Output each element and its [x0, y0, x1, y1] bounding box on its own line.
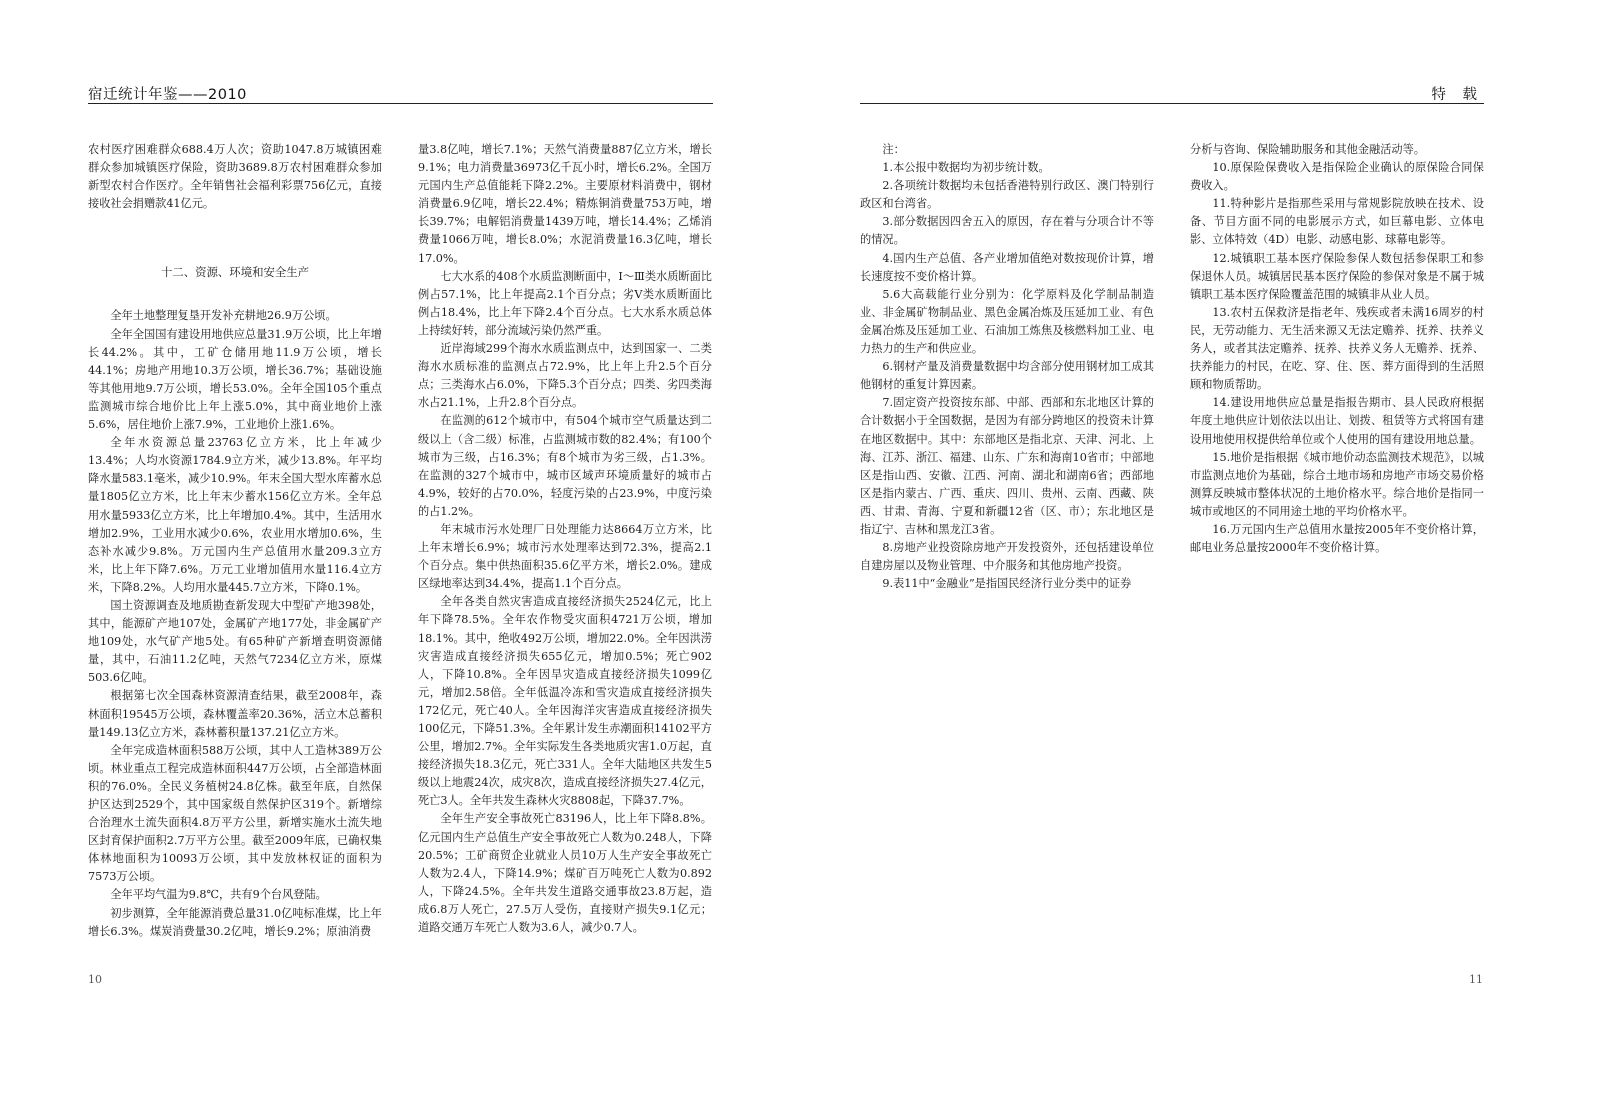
paragraph: 国土资源调查及地质勘查新发现大中型矿产地398处，其中，能源矿产地107处，金属矿产地177处，非金属矿产地109处，水气矿产地5处。有65种矿产新增查明资源储量，其中，石油11.2亿吨，天然气7234亿立方米，原煤503.6亿吨。 — [88, 598, 382, 685]
paragraph: 全年平均气温为9.8℃，共有9个台风登陆。 — [110, 888, 327, 902]
paragraph: 根据第七次全国森林资源清查结果，截至2008年，森林面积19545万公顷，森林覆盖率20.36%，活立木总蓄积量149.13亿立方米，森林蓄积量137.21亿立方米。 — [88, 689, 382, 739]
paragraph: 全年生产安全事故死亡83196人，比上年下降8.8%。亿元国内生产总值生产安全事故死亡人数为0.248人，下降20.5%；工矿商贸企业就业人员10万人生产安全事故死亡人数为2.4人，下降14.9%；煤矿百万吨死亡人数为0.892人，下降24.5%。全年共发生道路交通事故23.8万起，造成6.8万人死亡，27.5万人受伤，直接财产损失9.1亿元；道路交通万车死亡人数为3.6人，减少0.7人。 — [418, 812, 712, 935]
page-number-right: 11 — [1469, 973, 1483, 986]
note-item: 6.钢材产量及消费量数据中均含部分使用钢材加工成其他钢材的重复计算因素。 — [860, 360, 1154, 392]
note-item: 15.地价是指根据《城市地价动态监测技术规范》，以城市监测点地价为基础，综合土地市场和房地产市场交易价格测算反映城市整体状况的土地价格水平。综合地价是指同一城市或地区的不同用途土地的平均价格水平。 — [1190, 450, 1484, 518]
paragraph: 量3.8亿吨，增长7.1%；天然气消费量887亿立方米，增长9.1%；电力消费量36973亿千瓦小时，增长6.2%。全国万元国内生产总值能耗下降2.2%。主要原材料消费中，钢材消费量6.9亿吨，增长22.4%；精炼铜消费量753万吨，增长39.7%；电解铝消费量1439万吨，增长14.4%；乙烯消费量1066万吨，增长8.0%；水泥消费量16.3亿吨，增长17.0%。 — [418, 143, 712, 265]
right-page — [804, 0, 1609, 1099]
note-item: 9.表11中“金融业”是指国民经济行业分类中的证券 — [882, 577, 1132, 591]
paragraph: 全年各类自然灾害造成直接经济损失2524亿元，比上年下降78.5%。全年农作物受灾面积4721万公顷，增加18.1%。其中，绝收492万公顷，增加22.0%。全年因洪涝灾害造成直接经济损失655亿元，增加0.5%；死亡902人，下降10.8%。全年因旱灾造成直接经济损失1099亿元，增加2.58倍。全年低温冷冻和雪灾造成直接经济损失172亿元，死亡40人。全年因海洋灾害造成直接经济损失100亿元，下降51.3%。全年累计发生赤潮面积14102平方公里，增加2.7%。全年实际发生各类地质灾害1.0万起，直接经济损失18.3亿元，死亡331人。全年大陆地区共发生5级以上地震24次，成灾8次，造成直接经济损失27.4亿元，死亡3人。全年共发生森林火灾8808起，下降37.7%。 — [418, 595, 712, 808]
note-item: 2.各项统计数据均未包括香港特别行政区、澳门特别行政区和台湾省。 — [860, 179, 1154, 211]
note-label: 注： — [882, 143, 905, 156]
running-header-left: 宿迁统计年鉴——2010 — [88, 87, 247, 103]
note-item: 4.国内生产总值、各产业增加值绝对数按现价计算，增长速度按不变价格计算。 — [860, 251, 1154, 283]
note-item: 8.房地产业投资除房地产开发投资外，还包括建设单位自建房屋以及物业管理、中介服务和其他房地产投资。 — [860, 541, 1154, 573]
note-item: 10.原保险保费收入是指保险企业确认的原保险合同保费收入。 — [1190, 161, 1484, 193]
note-item: 13.农村五保救济是指老年、残疾或者未满16周岁的村民，无劳动能力、无生活来源又无法定赡养、抚养、扶养义务人，或者其法定赡养、抚养、扶养义务人无赡养、抚养、扶养能力的村民，在吃、穿、住、医、葬方面得到的生活照顾和物质帮助。 — [1190, 305, 1484, 392]
paragraph: 农村医疗困难群众688.4万人次；资助1047.8万城镇困难群众参加城镇医疗保险，资助3689.8万农村困难群众参加新型农村合作医疗。全年销售社会福利彩票756亿元，直接接收社会捐赠款41亿元。 — [88, 143, 382, 211]
note-item: 12.城镇职工基本医疗保险参保人数包括参保职工和参保退休人员。城镇居民基本医疗保险的参保对象是不属于城镇职工基本医疗保险覆盖范围的城镇非从业人员。 — [1190, 251, 1484, 301]
paragraph: 全年水资源总量23763亿立方米，比上年减少13.4%；人均水资源1784.9立方米，减少13.8%。年平均降水量583.1毫米，减少10.9%。年末全国大型水库蓄水总量1805亿立方米，比上年末少蓄水156亿立方米。全年总用水量5933亿立方米，比上年增加0.4%。其中，生活用水增加2.9%，工业用水减少0.6%，农业用水增加0.6%，生态补水减少9.8%。万元国内生产总值用水量209.3立方米，比上年下降7.6%。万元工业增加值用水量116.4立方米，下降8.2%。人均用水量445.7立方米，下降0.1%。 — [88, 436, 382, 594]
paragraph: 年末城市污水处理厂日处理能力达8664万立方米，比上年末增长6.9%；城市污水处理率达到72.3%，提高2.1个百分点。集中供热面积35.6亿平方米，增长2.0%。建成区绿地率达到34.4%，提高1.1个百分点。 — [418, 522, 712, 591]
paragraph: 初步测算，全年能源消费总量31.0亿吨标准煤，比上年增长6.3%。煤炭消费量30.2亿吨，增长9.2%；原油消费 — [88, 906, 382, 938]
text-column-2 — [418, 141, 712, 961]
page-number-left: 10 — [88, 973, 102, 986]
paragraph: 全年完成造林面积588万公顷，其中人工造林389万公顷。林业重点工程完成造林面积447万公顷，占全部造林面积的76.0%。全民义务植树24.8亿株。截至年底，自然保护区达到2529个，其中国家级自然保护区319个。新增综合治理水土流失面积4.8万平方公里，新增实施水土流失地区封育保护面积2.7万平方公里。截至2009年底，已确权集体林地面积为10093万公顷，其中发放林权证的面积为7573万公顷。 — [88, 743, 382, 884]
paragraph: 在监测的612个城市中，有504个城市空气质量达到二级以上（含二级）标准，占监测城市数的82.4%；有100个城市为三级，占16.3%；有8个城市为劣三级，占1.3%。在监测的327个城市中，城市区域声环境质量好的城市占4.9%，较好的占70.0%，轻度污染的占23.9%，中度污染的占1.2%。 — [418, 414, 712, 518]
header-rule-right — [860, 103, 1484, 104]
note-item: 16.万元国内生产总值用水量按2005年不变价格计算，邮电业务总量按2000年不变价格计算。 — [1190, 522, 1484, 555]
notes-column-2 — [1190, 141, 1484, 961]
note-item: 11.特种影片是指那些采用与常规影院放映在技术、设备、节目方面不同的电影展示方式，如巨幕电影、立体电影、立体特效（4D）电影、动感电影、球幕电影等。 — [1190, 197, 1484, 247]
paragraph: 全年土地整理复垦开发补充耕地26.9万公顷。 — [110, 309, 337, 323]
paragraph: 近岸海域299个海水水质监测点中，达到国家一、二类海水水质标准的监测点占72.9%，比上年上升2.5个百分点；三类海水占6.0%，下降5.3个百分点；四类、劣四类海水占21.1%，上升2.8个百分点。 — [418, 342, 712, 410]
paragraph: 七大水系的408个水质监测断面中，Ⅰ～Ⅲ类水质断面比例占57.1%，比上年提高2.1个百分点；劣Ⅴ类水质断面比例占18.4%，比上年下降2.4个百分点。七大水系水质总体上持续好转，部分流域污染仍然严重。 — [418, 269, 712, 337]
text-column-1 — [88, 141, 382, 961]
note-item: 分析与咨询、保险辅助服务和其他金融活动等。 — [1190, 143, 1425, 156]
note-item: 3.部分数据因四舍五入的原因，存在着与分项合计不等的情况。 — [860, 215, 1154, 247]
notes-column-1 — [860, 141, 1154, 961]
paragraph: 全年全国国有建设用地供应总量31.9万公顷，比上年增长44.2%。其中，工矿仓储用地11.9万公顷，增长44.1%；房地产用地10.3万公顷，增长36.7%；基础设施等其他用地9.7万公顷，增长53.0%。全年全国105个重点监测城市综合地价比上年上涨5.0%，其中商业地价上涨5.6%，居住地价上涨7.9%，工业地价上涨1.6%。 — [88, 327, 382, 432]
note-item: 14.建设用地供应总量是指报告期市、县人民政府根据年度土地供应计划依法以出让、划拨、租赁等方式将国有建设用地使用权提供给单位或个人使用的国有建设用地总量。 — [1190, 396, 1484, 446]
note-item: 5.6大高载能行业分别为：化学原料及化学制品制造业、非金属矿物制品业、黑色金属冶炼及压延加工业、有色金属冶炼及压延加工业、石油加工炼焦及核燃料加工业、电力热力的生产和供应业。 — [860, 287, 1154, 356]
running-header-right: 特 载 — [1431, 87, 1483, 103]
note-item: 1.本公报中数据均为初步统计数。 — [882, 161, 1050, 175]
left-page — [0, 0, 804, 1099]
header-rule-left — [88, 103, 713, 104]
section-heading: 十二、资源、环境和安全生产 — [160, 265, 310, 280]
note-item: 7.固定资产投资按东部、中部、西部和东北地区计算的合计数据小于全国数据，是因为有部分跨地区的投资未计算在地区数据中。其中：东部地区是指北京、天津、河北、上海、江苏、浙江、福建、山东、广东和海南10省市；中部地区是指山西、安徽、江西、河南、湖北和湖南6省；西部地区是指内蒙古、广西、重庆、四川、贵州、云南、西藏、陕西、甘肃、青海、宁夏和新疆12省（区、市）；东北地区是指辽宁、吉林和黑龙江3省。 — [860, 396, 1154, 536]
